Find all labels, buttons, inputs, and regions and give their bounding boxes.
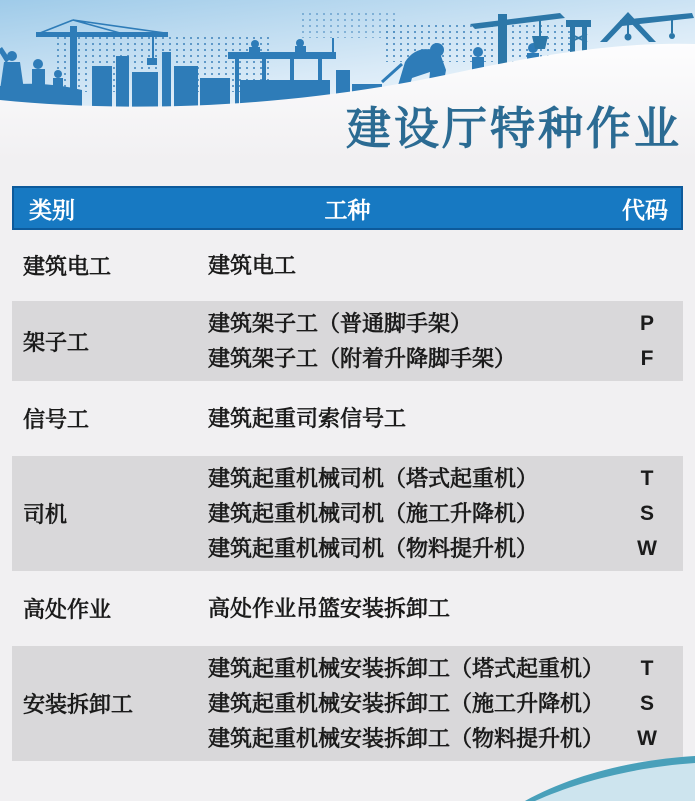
header-banner [0, 0, 695, 160]
code-value: S [639, 502, 654, 525]
category-cell: 司机 [23, 502, 68, 527]
worktype-list [208, 248, 611, 283]
table-row [12, 591, 683, 626]
column-header-code: 代码 [622, 196, 668, 223]
table-header-row [12, 186, 683, 230]
category-cell: 信号工 [23, 407, 90, 432]
table-row [12, 646, 683, 761]
code-value: P [639, 312, 654, 335]
worktype-label: 建筑起重机械司机（物料提升机） [208, 536, 539, 561]
worktype-label: 建筑起重司索信号工 [208, 406, 407, 431]
column-header-category: 类别 [29, 196, 75, 223]
worktype-label: 建筑架子工（普通脚手架） [208, 311, 473, 336]
worktype-list [208, 651, 611, 756]
code-value: T [640, 657, 654, 680]
worktype-label: 建筑电工 [208, 253, 297, 278]
code-list [611, 461, 683, 566]
worktype-list [208, 591, 611, 626]
code-value: S [639, 692, 654, 715]
category-cell: 安装拆卸工 [23, 692, 134, 717]
worktype-list [208, 461, 611, 566]
worktype-label: 建筑架子工（附着升降脚手架） [208, 346, 517, 371]
code-value: F [640, 347, 654, 370]
page-title: 建设厅特种作业 [345, 103, 682, 154]
worktype-label: 建筑起重机械司机（塔式起重机） [208, 466, 539, 491]
worktype-label: 建筑起重机械安装拆卸工（施工升降机） [208, 691, 605, 716]
category-cell: 建筑电工 [23, 254, 112, 279]
code-value: W [637, 727, 657, 750]
category-cell: 高处作业 [23, 597, 112, 622]
table-row [12, 401, 683, 436]
code-value: W [637, 537, 657, 560]
special-operations-table [12, 186, 683, 761]
worktype-label: 高处作业吊篮安装拆卸工 [208, 596, 451, 621]
worktype-label: 建筑起重机械司机（施工升降机） [208, 501, 539, 526]
category-cell: 架子工 [23, 329, 90, 355]
worktype-label: 建筑起重机械安装拆卸工（物料提升机） [208, 726, 605, 751]
worktype-list [208, 401, 611, 436]
worktype-list [208, 306, 611, 376]
worktype-label: 建筑起重机械安装拆卸工（塔式起重机） [208, 656, 605, 681]
column-header-worktype: 工种 [324, 196, 371, 223]
code-value: T [640, 467, 654, 490]
table-row [12, 301, 683, 381]
code-list [611, 651, 683, 756]
code-list [611, 306, 683, 376]
table-row [12, 456, 683, 571]
table-body [12, 248, 683, 761]
table-row [12, 248, 683, 283]
corner-swoosh-decoration [525, 746, 695, 801]
